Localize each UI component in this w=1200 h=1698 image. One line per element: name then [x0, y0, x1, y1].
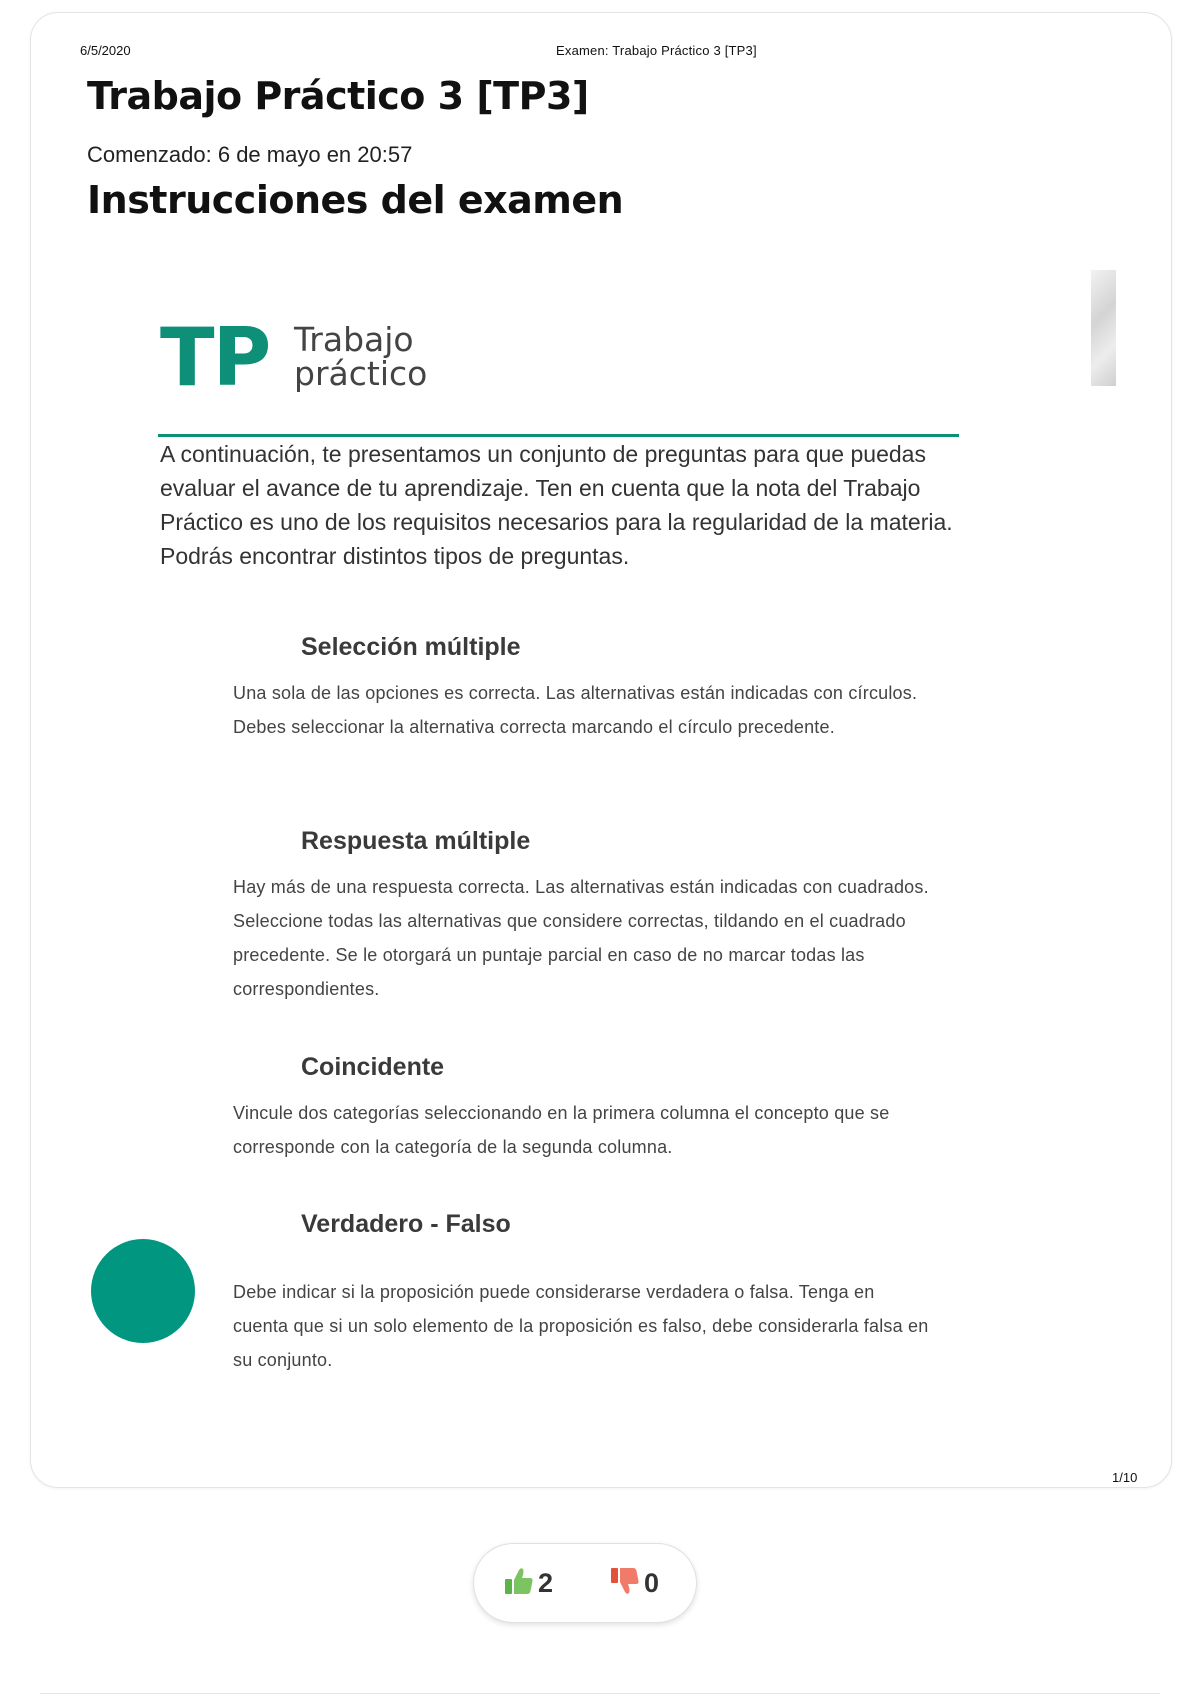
document-page — [30, 12, 1172, 1488]
section-text-verdadero-falso: Debe indicar si la proposición puede considerarse verdadera o falsa. Tenga en cuenta que si un solo elemento de la proposición es falso, debe considerarla falsa en su conjunto. — [233, 1282, 929, 1370]
tp-logo-letters: TP — [160, 311, 270, 404]
section-title-verdadero-falso: Verdadero - Falso — [301, 1210, 511, 1238]
next-page-edge — [40, 1693, 1160, 1694]
upvote-count: 2 — [538, 1567, 554, 1598]
side-image-thumbnail — [1091, 270, 1116, 386]
intro-paragraph: A continuación, te presentamos un conjunto de preguntas para que puedas evaluar el avance de tu aprendizaje. Ten en cuenta que la nota del Trabajo Práctico es uno de los requisitos necesarios para la regularidad de la materia. Podrás encontrar distintos tipos de preguntas. — [160, 441, 953, 569]
tp-logo — [160, 311, 430, 404]
section-text-seleccion-multiple: Una sola de las opciones es correcta. Las alternativas están indicadas con círculos. Debes seleccionar la alternativa correcta marcando el círculo precedente. — [233, 683, 918, 737]
upvote-button[interactable] — [504, 1566, 553, 1600]
vote-widget — [473, 1543, 697, 1623]
print-header-title: Examen: Trabajo Práctico 3 [TP3] — [556, 43, 757, 58]
section-title-coincidente: Coincidente — [301, 1053, 445, 1081]
downvote-count: 0 — [644, 1567, 660, 1598]
started-timestamp: Comenzado: 6 de mayo en 20:57 — [87, 142, 413, 167]
thumbs-up-icon — [504, 1567, 534, 1600]
section-text-coincidente: Vincule dos categorías seleccionando en la primera columna el concepto que se corresponde con la categoría de la segunda columna. — [233, 1103, 890, 1157]
page-title: Trabajo Práctico 3 [TP3] — [87, 74, 589, 118]
section-title-respuesta-multiple: Respuesta múltiple — [301, 827, 531, 855]
section-title-seleccion-multiple: Selección múltiple — [301, 633, 521, 661]
tp-logo-word-trabajo: Trabajo — [294, 320, 414, 359]
downvote-button[interactable] — [610, 1566, 659, 1600]
section-text-respuesta-multiple: Hay más de una respuesta correcta. Las alternativas están indicadas con cuadrados. Seleccione todas las alternativas que considere correctas, tildando en el cuadrado precedente. Se le otorgará un puntaje parcial en caso de no marcar todas las correspondientes. — [233, 877, 929, 999]
page-number: 1/10 — [1112, 1470, 1138, 1485]
thumbs-down-icon — [610, 1567, 640, 1600]
decorative-green-circle — [91, 1239, 195, 1343]
instructions-heading: Instrucciones del examen — [87, 178, 624, 222]
print-date: 6/5/2020 — [80, 43, 131, 58]
tp-logo-word-practico: práctico — [294, 354, 428, 393]
